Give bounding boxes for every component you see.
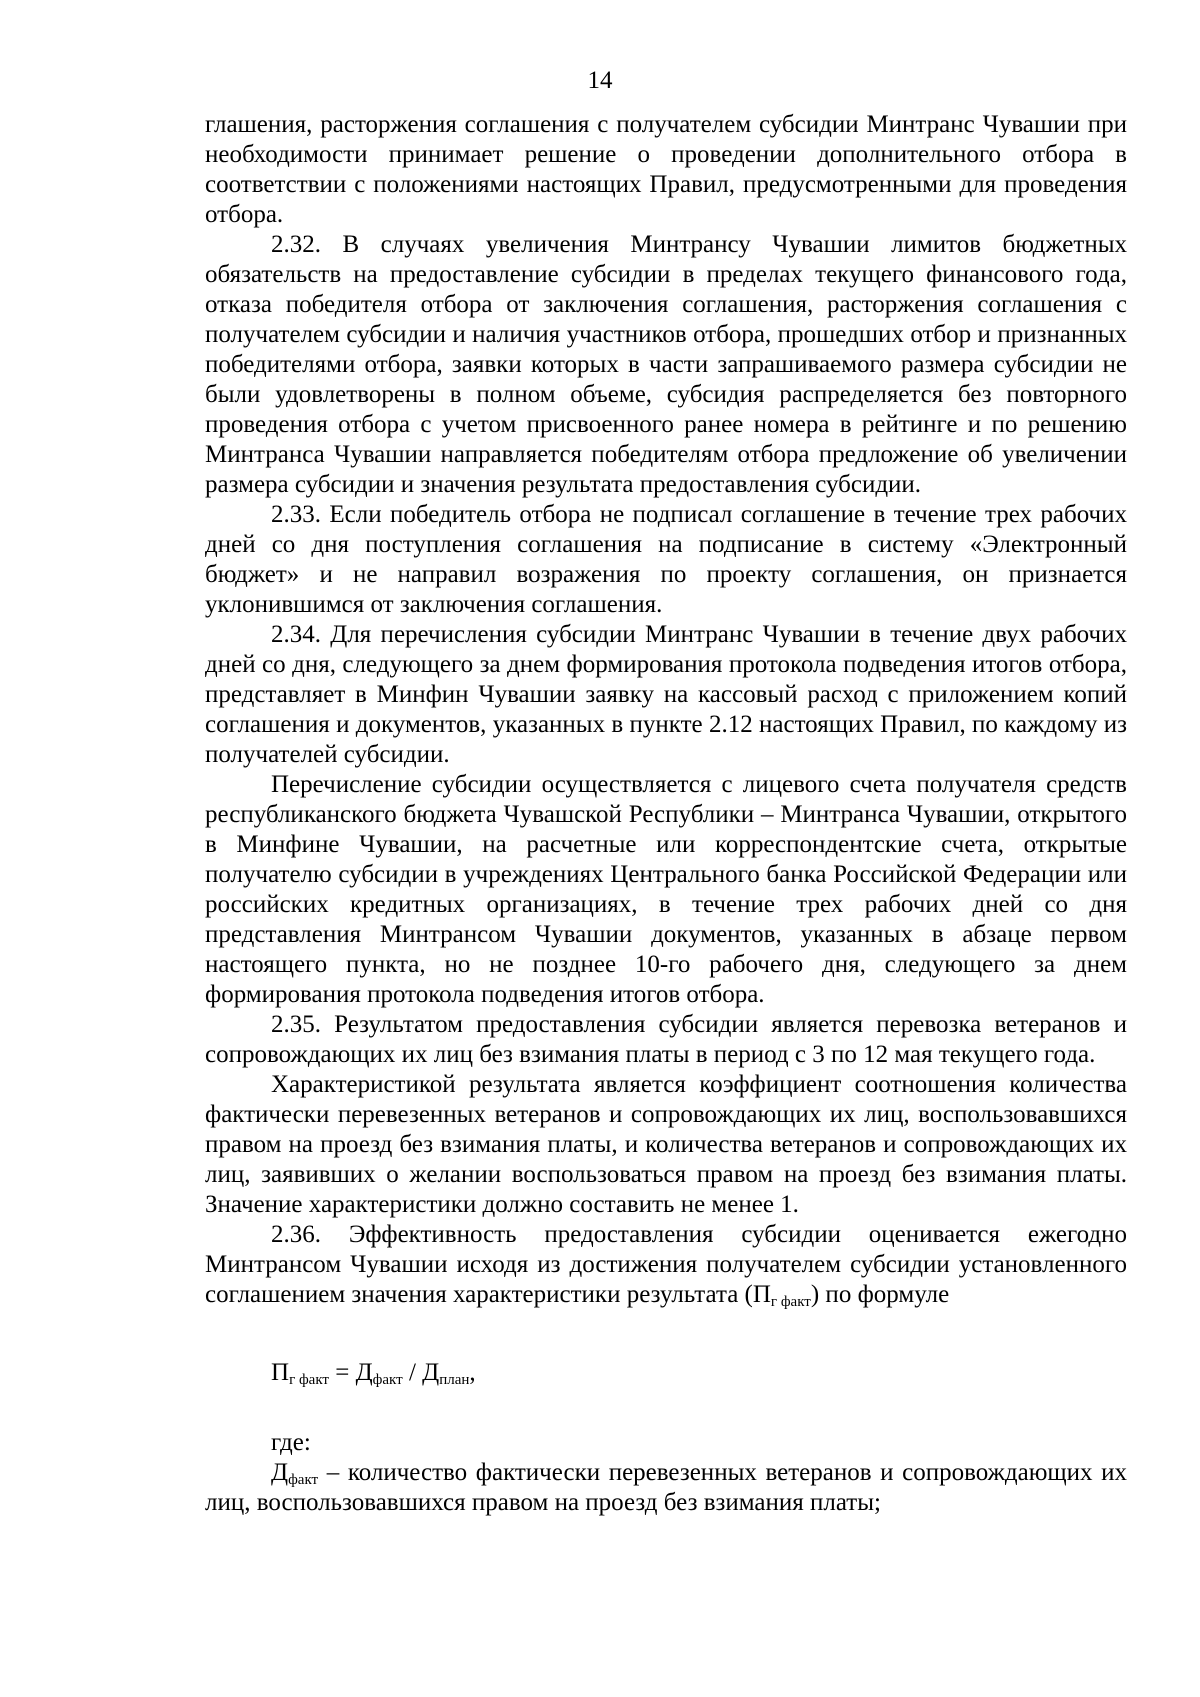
paragraph-characteristic: Характеристикой результата является коэффициент соотношения количества фактически перевезенных ветеранов и сопровождающих их лиц, воспользовавшихся правом на проезд без взимания платы, и количества ветеранов и сопровождающих их лиц, заявивших о желании воспользоваться правом на проезд без взимания платы. Значение характеристики должно составить не менее 1.	[205, 1071, 1127, 1218]
definition-symbol: Д	[271, 1459, 289, 1486]
definition-sub: факт	[288, 1472, 319, 1488]
formula-lhs-sub: г факт	[289, 1372, 329, 1388]
paragraph-transfer: Перечисление субсидии осуществляется с лицевого счета получателя средств республиканского бюджета Чувашской Республики – Минтранса Чувашии, открытого в Минфине Чувашии, на расчетные или корреспондентские счета, открытые получателю субсидии в учреждениях Центрального банка Российской Федерации или российских кредитных организациях, в течение трех рабочих дней со дня представления Минтрансом Чувашии документов, указанных в абзаце первом настоящего пункта, но не позднее 10-го рабочего дня, следующего за днем формирования протокола подведения итогов отбора.	[205, 771, 1127, 1008]
paragraph-2-33: 2.33. Если победитель отбора не подписал соглашение в течение трех рабочих дней со дня поступления соглашения на подписание в систему «Электронный бюджет» и не направил возражения по проекту соглашения, он признается уклонившимся от заключения соглашения.	[205, 501, 1127, 618]
paragraph-2-36	[205, 1220, 1127, 1310]
paragraph-2-36-text: 2.36. Эффективность предоставления субсидии оценивается ежегодно Минтрансом Чувашии исходя из достижения получателем субсидии установленного соглашением значения характеристики результата (П	[205, 1221, 1127, 1308]
paragraph-continuation: глашения, расторжения соглашения с получателем субсидии Минтранс Чувашии при необходимости принимает решение о проведении дополнительного отбора в соответствии с положениями настоящих Правил, предусмотренными для проведения отбора.	[205, 111, 1127, 228]
subscript: г факт	[770, 1294, 811, 1310]
formula-den-sub: план	[439, 1372, 470, 1388]
document-body	[205, 110, 1127, 1518]
definition-d-fact	[205, 1458, 1127, 1518]
formula-eq: = Д	[329, 1359, 373, 1386]
formula-lhs: П	[271, 1359, 290, 1386]
formula	[271, 1358, 1127, 1388]
paragraph-2-35: 2.35. Результатом предоставления субсидии является перевозка ветеранов и сопровождающих их лиц без взимания платы в период с 3 по 12 мая текущего года.	[205, 1011, 1127, 1068]
where-label: где:	[271, 1429, 311, 1456]
formula-end: ,	[469, 1359, 476, 1386]
paragraph-2-34: 2.34. Для перечисления субсидии Минтранс Чувашии в течение двух рабочих дней со дня, следующего за днем формирования протокола подведения итогов отбора, представляет в Минфин Чувашии заявку на кассовый расход с приложением копий соглашения и документов, указанных в пункте 2.12 настоящих Правил, по каждому из получателей субсидии.	[205, 621, 1127, 768]
definition-text: – количество фактически перевезенных ветеранов и сопровождающих их лиц, воспользовавшихся правом на проезд без взимания платы;	[205, 1459, 1127, 1516]
formula-div: / Д	[402, 1359, 440, 1386]
paragraph-2-36-tail: ) по формуле	[810, 1281, 950, 1308]
page-number: 14	[587, 67, 613, 94]
paragraph-2-32: 2.32. В случаях увеличения Минтрансу Чувашии лимитов бюджетных обязательств на предоставление субсидии в пределах текущего финансового года, отказа победителя отбора от заключения соглашения, расторжения соглашения с получателем субсидии и наличия участников отбора, прошедших отбор и признанных победителями отбора, заявки которых в части запрашиваемого размера субсидии не были удовлетворены в полном объеме, субсидия распределяется без повторного проведения отбора с учетом присвоенного ранее номера в рейтинге и по решению Минтранса Чувашии направляется победителям отбора предложение об увеличении размера субсидии и значения результата предоставления субсидии.	[205, 231, 1127, 498]
formula-num-sub: факт	[372, 1372, 403, 1388]
